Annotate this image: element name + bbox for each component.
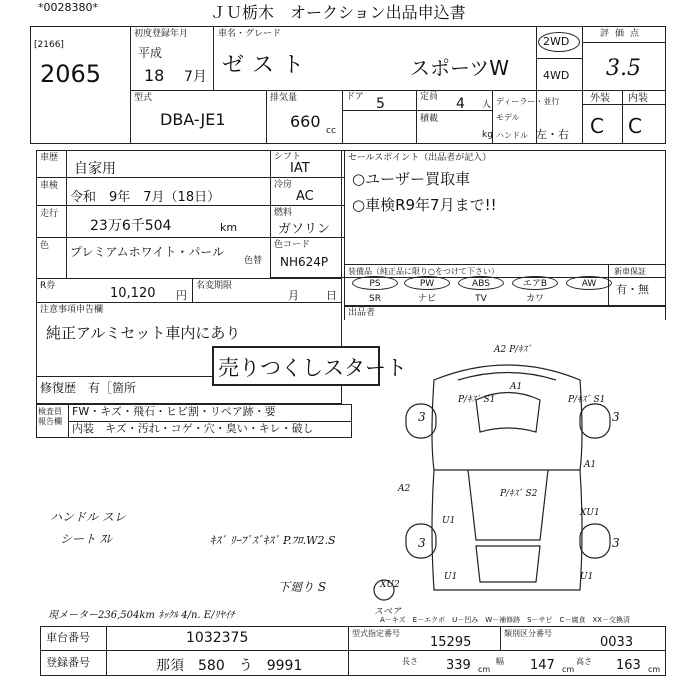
ac-value: AC bbox=[296, 189, 314, 204]
damage-mark: 3 bbox=[418, 410, 426, 424]
damage-mark: P/ｷｽﾞ S2 bbox=[500, 489, 538, 499]
kg-unit: kg bbox=[482, 130, 493, 140]
seller-box bbox=[344, 306, 666, 320]
reg-month: 7月 bbox=[184, 69, 207, 85]
mileage-value: 23万6千504 bbox=[90, 218, 172, 234]
stamp-text: 売りつくしスタート bbox=[218, 356, 407, 380]
inspection-label: 車検 bbox=[40, 181, 59, 191]
height-label: 高さ bbox=[576, 657, 592, 666]
equipment-option: カワ bbox=[525, 294, 544, 304]
day-label: 日 bbox=[326, 289, 337, 302]
length-label: 長さ bbox=[402, 657, 418, 666]
recycle-label: R券 bbox=[40, 281, 56, 291]
first-reg-label: 初度登録年月 bbox=[134, 29, 189, 39]
equipment-option: ABS bbox=[458, 276, 504, 290]
height-value: 163 bbox=[616, 658, 641, 673]
int-check: 内装 キズ・汚れ・コゲ・穴・臭い・キレ・破し bbox=[72, 422, 314, 435]
notes-value: 純正アルミセット車内にあり bbox=[46, 324, 241, 342]
hand-line-2: シート ｽﾚ bbox=[60, 532, 112, 546]
ext-check: FW・キズ・飛石・ヒビ割・リペア跡・要 bbox=[72, 405, 276, 418]
damage-mark: XU1 bbox=[580, 508, 600, 518]
ext-label: 外装 bbox=[590, 93, 610, 104]
yen-unit: 円 bbox=[176, 289, 187, 302]
damage-mark: 3 bbox=[612, 410, 620, 424]
capacity-unit: 人 bbox=[482, 100, 492, 110]
ref-code: [2166] bbox=[34, 40, 64, 50]
reg-value: 那須 580 う 9991 bbox=[156, 658, 303, 674]
class-value: 0033 bbox=[600, 635, 634, 650]
damage-mark: P/ｷｽﾞ S1 bbox=[458, 395, 496, 405]
check-label: 検査員報告欄 bbox=[38, 407, 62, 426]
chassis-label: 車台番号 bbox=[46, 631, 90, 644]
model-sub-label: モデル bbox=[496, 113, 520, 122]
new-car-label: 新車保証 bbox=[614, 267, 646, 276]
color-change-label: 色替 bbox=[244, 256, 263, 266]
spec-value: 15295 bbox=[430, 635, 472, 650]
colorcode-value: NH624P bbox=[280, 255, 329, 269]
equipment-option: ナビ bbox=[417, 294, 436, 304]
repair-label: 修復歴 有［箇所 bbox=[40, 381, 137, 395]
month-label: 月 bbox=[288, 289, 299, 302]
damage-mark: 3 bbox=[612, 536, 620, 550]
recycle-value: 10,120 bbox=[110, 286, 156, 301]
equipment-option: PS bbox=[352, 276, 398, 290]
doors-label: ドア bbox=[346, 92, 364, 102]
width-label: 幅 bbox=[496, 657, 504, 666]
equipment-option: SR bbox=[369, 294, 381, 304]
notes-label: 注意事項申告欄 bbox=[40, 305, 104, 315]
type-value: DBA-JE1 bbox=[160, 110, 226, 129]
int-label: 内装 bbox=[628, 93, 648, 104]
lot-number: 2065 bbox=[40, 60, 102, 88]
color-label: 色 bbox=[40, 241, 50, 251]
shift-label: シフト bbox=[274, 152, 302, 162]
shift-value: IAT bbox=[290, 161, 310, 176]
hand-line-1: ハンドル スレ bbox=[50, 510, 126, 524]
drive-2wd: 2WD bbox=[543, 35, 570, 48]
mileage-label: 走行 bbox=[40, 209, 59, 219]
reg-year: 18 bbox=[144, 66, 165, 85]
damage-mark: A2 P/ｷｽﾞ bbox=[494, 345, 532, 355]
cc-unit: cc bbox=[326, 126, 336, 136]
chassis-value: 1032375 bbox=[186, 630, 249, 646]
displacement: 660 bbox=[290, 112, 321, 131]
damage-mark: U1 bbox=[442, 516, 456, 526]
class-label: 類別区分番号 bbox=[504, 629, 552, 638]
reg-label: 登録番号 bbox=[46, 656, 90, 669]
doc-title: ＪＵ栃木 オークション出品申込書 bbox=[210, 3, 466, 22]
sales-label: セールスポイント（出品者が記入） bbox=[348, 153, 492, 163]
grade: スポーツW bbox=[410, 56, 509, 80]
length-unit: cm bbox=[478, 665, 491, 674]
sales-point-1: ○ユーザー買取車 bbox=[352, 170, 471, 188]
hand-line-3: ｷｽﾞ ﾘｰﾌﾟｽﾞｷｽﾞ P.ﾌﾛ.W2.S bbox=[210, 534, 336, 547]
equipment-option: PW bbox=[404, 276, 450, 290]
damage-mark: U1 bbox=[444, 572, 458, 582]
use-value: 自家用 bbox=[74, 161, 116, 177]
handle-label: ハンドル bbox=[496, 131, 528, 140]
damage-mark: A1 bbox=[510, 382, 523, 392]
height-unit: cm bbox=[648, 665, 661, 674]
damage-legend: A－キズ E－エクボ U－凹み W－補修跡 S－サビ C－腐食 XX－交換済 bbox=[380, 616, 631, 624]
score-label: 評価点 bbox=[600, 29, 646, 39]
type-label: 型式 bbox=[134, 93, 153, 103]
inspection-value: 令和 9年 7月（18日） bbox=[70, 190, 221, 205]
score: 3.5 bbox=[606, 56, 641, 81]
equipment-label: 装備品（純正品に限り○をつけて下さい） bbox=[348, 267, 499, 276]
use-label: 車歴 bbox=[40, 153, 59, 163]
spec-label: 型式指定番号 bbox=[352, 629, 400, 638]
capacity-label: 定員 bbox=[420, 92, 439, 102]
length-value: 339 bbox=[446, 658, 471, 673]
sales-point-2: ○車検R9年7月まで!! bbox=[352, 196, 497, 214]
fuel-value: ガソリン bbox=[278, 222, 331, 237]
capacity: 4 bbox=[456, 96, 465, 112]
colorcode-label: 色コード bbox=[274, 240, 311, 250]
hand-line-5: 現メーター236,504km ﾈｯｸﾙ 4/n. E/ﾘﾔｲﾁ bbox=[48, 610, 235, 621]
damage-mark: 3 bbox=[418, 536, 426, 550]
fuel-label: 燃料 bbox=[274, 208, 293, 218]
handle-value: 左・右 bbox=[536, 128, 569, 141]
model-label: 車名・グレード bbox=[218, 29, 282, 39]
width-value: 147 bbox=[530, 658, 555, 673]
drive-4wd: 4WD bbox=[543, 69, 570, 82]
name-change-label: 名変期限 bbox=[196, 281, 233, 291]
equipment-option: エアB bbox=[512, 276, 558, 290]
width-unit: cm bbox=[562, 665, 575, 674]
damage-mark: U1 bbox=[580, 572, 594, 582]
equipment-option: AW bbox=[566, 276, 612, 290]
ext-grade: C bbox=[590, 114, 604, 138]
ac-label: 冷房 bbox=[274, 180, 293, 190]
color-value: プレミアムホワイト・パール bbox=[70, 245, 225, 259]
hand-line-4: 下廻り S bbox=[278, 580, 327, 594]
damage-mark: XU2 bbox=[380, 580, 400, 590]
damage-mark: A2 bbox=[398, 484, 411, 494]
km-unit: km bbox=[220, 221, 238, 234]
int-grade: C bbox=[628, 114, 642, 138]
damage-mark: スペア bbox=[374, 607, 402, 617]
damage-mark: P/ｷｽﾞ S1 bbox=[568, 395, 606, 405]
displacement-label: 排気量 bbox=[270, 93, 298, 103]
seller-label: 出品者 bbox=[348, 308, 376, 318]
equipment-option: TV bbox=[475, 294, 487, 304]
doors: 5 bbox=[376, 96, 385, 112]
doc-number: *0028380* bbox=[38, 1, 98, 14]
damage-mark: A1 bbox=[584, 460, 597, 470]
era: 平成 bbox=[138, 46, 163, 60]
dealer-label: ディーラー・並行 bbox=[496, 97, 560, 106]
model-name: ゼスト bbox=[222, 53, 313, 78]
load-label: 積載 bbox=[420, 114, 439, 124]
warranty-value: 有・無 bbox=[616, 283, 649, 296]
